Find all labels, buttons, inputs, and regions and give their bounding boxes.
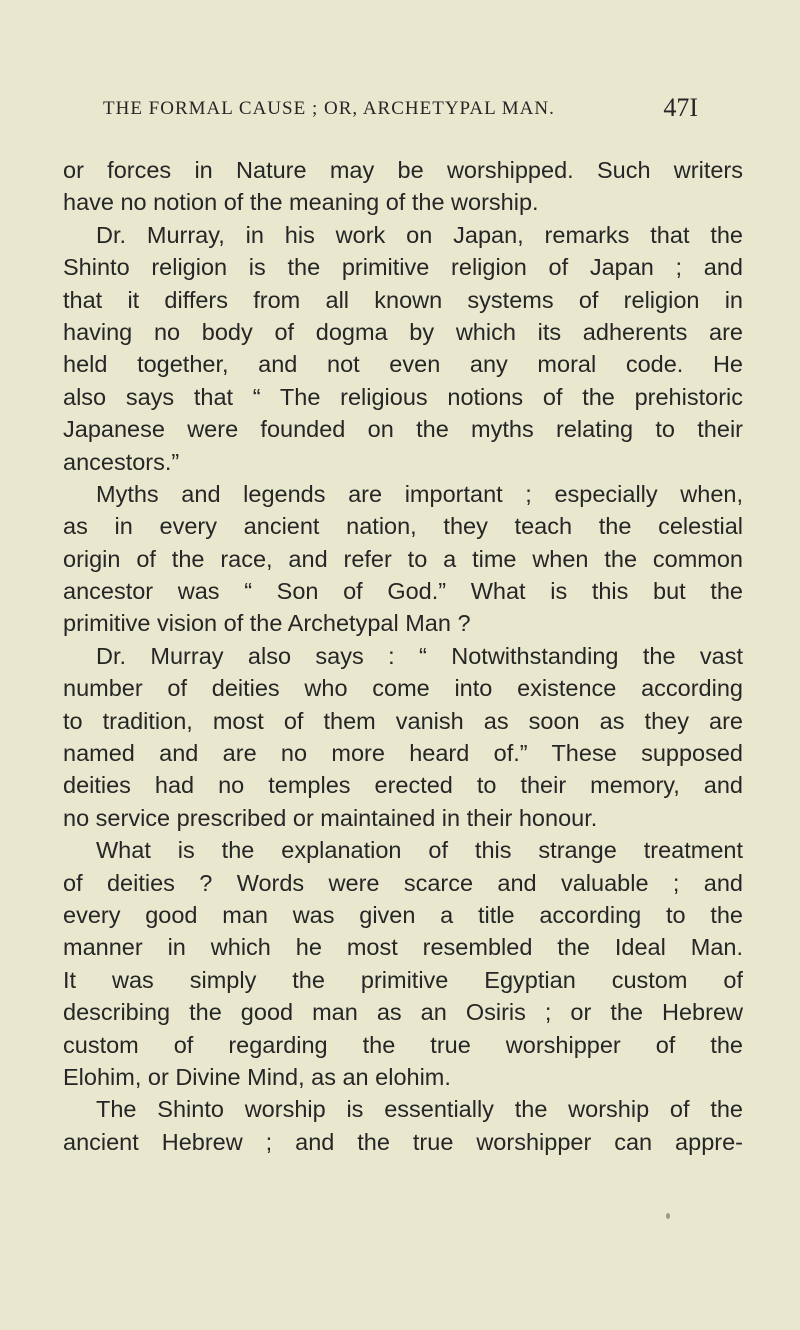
text-line: or forces in Nature may be worshipped. Such writers <box>63 157 743 183</box>
text-line: The Shinto worship is essentially the worship of the <box>96 1096 743 1123</box>
text-line: held together, and not even any moral code. He <box>63 351 743 378</box>
text-line: ancestors.” <box>63 448 180 475</box>
text-line: to tradition, most of them vanish as soon as they are <box>63 707 743 734</box>
text-line: Shinto religion is the primitive religion of Japan ; and <box>63 254 743 281</box>
text-line: What is the explanation of this strange treatment <box>96 837 743 864</box>
text-line: describing the good man as an Osiris ; or the Hebrew <box>63 999 743 1026</box>
text-line: also says that “ The religious notions of the prehistoric <box>63 383 743 410</box>
text-line: number of deities who come into existence according <box>63 675 743 702</box>
text-line: have no notion of the meaning of the worship. <box>63 189 539 216</box>
text-line: every good man was given a title according to the <box>63 901 743 928</box>
text-line: having no body of dogma by which its adherents are <box>63 318 743 345</box>
text-line: It was simply the primitive Egyptian custom of <box>63 966 743 993</box>
running-title: THE FORMAL CAUSE ; OR, ARCHETYPAL MAN. <box>103 98 555 119</box>
text-line: of deities ? Words were scarce and valuable ; and <box>63 869 743 896</box>
text-line: origin of the race, and refer to a time when the common <box>63 545 743 572</box>
text-line: manner in which he most resembled the Ideal Man. <box>63 934 743 961</box>
text-line: named and are no more heard of.” These supposed <box>63 740 743 767</box>
running-head <box>103 93 698 129</box>
text-line: Dr. Murray, in his work on Japan, remarks that the <box>96 221 743 248</box>
text-line: primitive vision of the Archetypal Man ? <box>63 610 471 637</box>
text-line: Elohim, or Divine Mind, as an elohim. <box>63 1063 451 1090</box>
text-line: custom of regarding the true worshipper of the <box>63 1031 743 1058</box>
text-line: deities had no temples erected to their memory, and <box>63 772 743 799</box>
page-number: 47I <box>663 93 698 122</box>
text-line: as in every ancient nation, they teach the celestial <box>63 513 743 540</box>
text-line: no service prescribed or maintained in their honour. <box>63 804 598 831</box>
body-text <box>63 154 743 1158</box>
text-line: that it differs from all known systems of religion in <box>63 286 743 313</box>
text-line: Japanese were founded on the myths relating to their <box>63 416 743 443</box>
text-line: Dr. Murray also says : “ Notwithstanding the vast <box>96 642 743 669</box>
text-line: ancestor was “ Son of God.” What is this but the <box>63 578 743 605</box>
text-line: ancient Hebrew ; and the true worshipper can appre- <box>63 1128 743 1155</box>
text-line: Myths and legends are important ; especially when, <box>96 480 743 507</box>
ink-speck <box>666 1213 670 1219</box>
